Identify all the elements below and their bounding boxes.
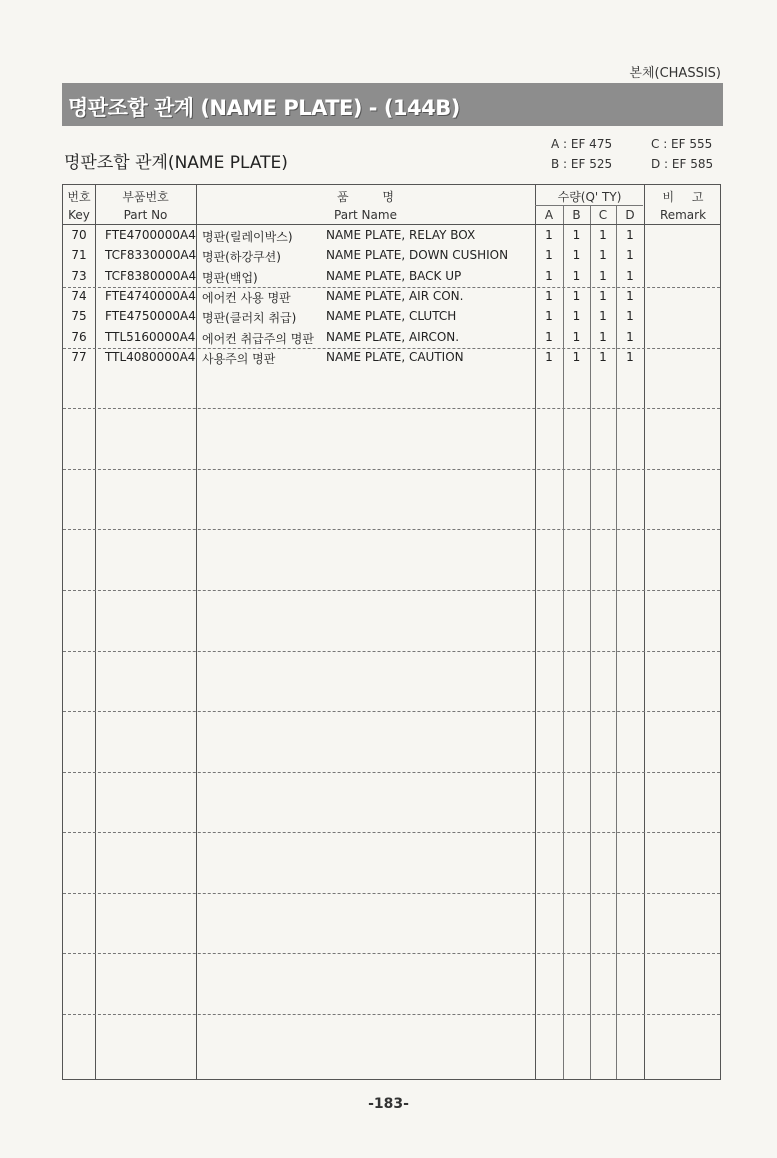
cell-name-en: NAME PLATE, DOWN CUSHION — [326, 248, 509, 263]
cell-c: 1 — [599, 288, 607, 303]
header-key-kr: 번호 — [67, 190, 91, 204]
row-separator — [63, 651, 720, 652]
cell-a: 1 — [545, 288, 553, 303]
cell-b: 1 — [572, 349, 581, 364]
cell-a: 1 — [545, 309, 553, 324]
cell-a: 1 — [545, 248, 553, 263]
cell-b: 1 — [572, 288, 581, 303]
row-separator — [63, 408, 720, 409]
cell-key: 75 — [71, 309, 87, 324]
model-legend-right — [651, 134, 713, 174]
cell-name-kr: 사용주의 명판 — [202, 351, 276, 366]
title-banner — [62, 83, 723, 126]
header-col-c: C — [598, 208, 608, 222]
cell-key: 73 — [71, 268, 87, 283]
model-d: D : EF 585 — [651, 157, 714, 171]
cell-d: 1 — [626, 329, 634, 344]
col-divider — [95, 185, 96, 1079]
cell-name-en: NAME PLATE, CAUTION — [326, 349, 464, 364]
row-separator — [63, 893, 720, 894]
header-qty-kr: 수량(Q' TY) — [557, 190, 622, 204]
row-separator — [63, 287, 720, 288]
cell-d: 1 — [626, 228, 634, 242]
parts-table — [62, 184, 721, 1080]
cell-b: 1 — [572, 248, 581, 263]
model-b: B : EF 525 — [551, 157, 613, 171]
cell-b: 1 — [572, 268, 581, 283]
row-separator — [63, 711, 720, 712]
row-separator — [63, 772, 720, 773]
row-separator — [63, 590, 720, 591]
cell-name-kr: 에어컨 사용 명판 — [202, 290, 291, 305]
cell-d: 1 — [626, 309, 634, 324]
cell-key: 70 — [71, 228, 87, 242]
model-c: C : EF 555 — [651, 137, 713, 151]
header-col-a: A — [544, 208, 554, 222]
page-number: -183- — [368, 1096, 409, 1112]
header-bottom-line — [63, 224, 720, 225]
cell-name-kr: 명판(하강쿠션) — [202, 250, 281, 265]
cell-c: 1 — [599, 309, 607, 324]
cell-part-no: TTL4080000A4 — [105, 349, 196, 364]
cell-c: 1 — [599, 268, 607, 283]
cell-key: 76 — [71, 329, 87, 344]
cell-d: 1 — [626, 248, 634, 263]
cell-part-no: FTE4740000A4 — [105, 288, 196, 303]
cell-name-en: NAME PLATE, RELAY BOX — [326, 228, 476, 242]
header-partname-kr: 품 명 — [337, 190, 394, 204]
header-partno-en: Part No — [123, 208, 168, 222]
cell-b: 1 — [572, 309, 581, 324]
cell-name-en: NAME PLATE, AIRCON. — [326, 329, 460, 344]
cell-b: 1 — [572, 228, 581, 242]
cell-a: 1 — [545, 268, 553, 283]
cell-name-kr: 명판(릴레이박스) — [202, 230, 293, 244]
cell-part-no: TCF8380000A4 — [105, 268, 197, 283]
cell-name-en: NAME PLATE, CLUTCH — [326, 309, 457, 324]
header-remark-kr: 비 고 — [662, 190, 704, 204]
subtitle: 명판조합 관계(NAME PLATE) — [64, 153, 288, 173]
cell-name-kr: 명판(백업) — [202, 270, 258, 285]
section-label: 본체(CHASSIS) — [629, 66, 721, 81]
model-a: A : EF 475 — [551, 137, 613, 151]
cell-part-no: FTE4750000A4 — [105, 309, 196, 324]
cell-name-en: NAME PLATE, BACK UP — [326, 268, 462, 283]
row-separator — [63, 1014, 720, 1015]
row-separator — [63, 529, 720, 530]
header-partname-en: Part Name — [334, 208, 397, 222]
cell-part-no: TCF8330000A4 — [105, 248, 197, 263]
header-col-d: D — [625, 208, 635, 222]
cell-c: 1 — [599, 349, 607, 364]
header-col-b: B — [572, 208, 581, 222]
cell-d: 1 — [626, 288, 634, 303]
cell-c: 1 — [599, 228, 607, 242]
cell-key: 71 — [71, 248, 87, 263]
col-divider — [644, 185, 645, 1079]
cell-c: 1 — [599, 329, 607, 344]
cell-d: 1 — [626, 349, 634, 364]
cell-part-no: TTL5160000A4 — [105, 329, 196, 344]
header-partno-kr: 부품번호 — [122, 190, 169, 204]
cell-a: 1 — [545, 228, 553, 242]
cell-a: 1 — [545, 349, 553, 364]
row-separator — [63, 832, 720, 833]
cell-key: 77 — [71, 349, 87, 364]
cell-d: 1 — [626, 268, 634, 283]
header-key-en: Key — [68, 208, 90, 222]
header-remark-en: Remark — [659, 208, 707, 222]
qty-sub-divider — [535, 205, 643, 206]
cell-name-kr: 에어컨 취급주의 명판 — [202, 331, 314, 346]
cell-c: 1 — [599, 248, 607, 263]
model-legend-left — [551, 134, 612, 174]
row-separator — [63, 469, 720, 470]
cell-b: 1 — [572, 329, 581, 344]
row-separator — [63, 953, 720, 954]
col-divider — [196, 185, 197, 1079]
cell-name-kr: 명판(클러치 취급) — [202, 311, 297, 326]
cell-part-no: FTE4700000A4 — [105, 228, 196, 242]
cell-a: 1 — [545, 329, 553, 344]
cell-name-en: NAME PLATE, AIR CON. — [326, 288, 464, 303]
banner-title: 명판조합 관계 (NAME PLATE) - (144B) — [68, 96, 460, 120]
cell-key: 74 — [71, 288, 87, 303]
